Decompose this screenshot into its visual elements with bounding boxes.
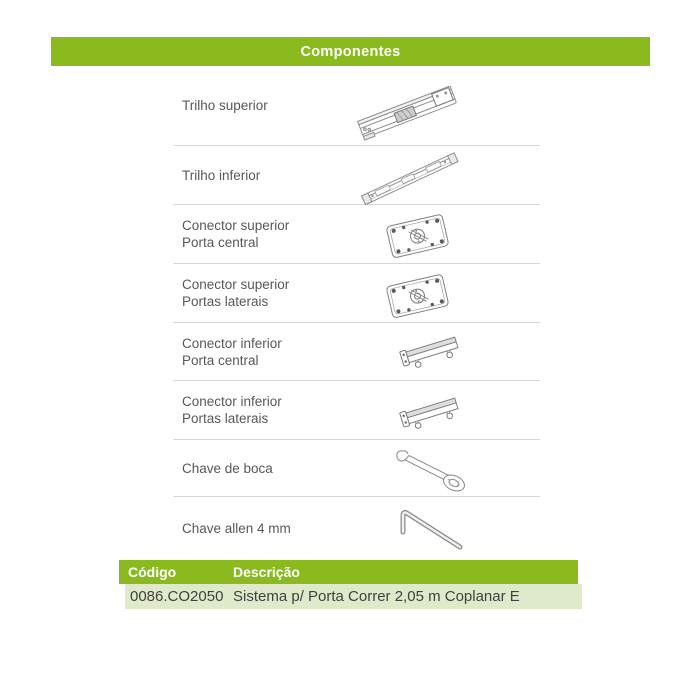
section-title-bar bbox=[51, 37, 650, 66]
component-label: Conector inferior bbox=[182, 335, 282, 351]
component-row-chave-allen bbox=[173, 497, 540, 560]
component-label: Trilho superior bbox=[182, 98, 268, 113]
component-row-conector-superior-laterais bbox=[173, 264, 540, 323]
component-label: Conector inferior bbox=[182, 394, 282, 409]
component-row-conector-inferior-laterais bbox=[173, 381, 540, 440]
component-row-conector-superior-central bbox=[173, 205, 540, 264]
component-label-line2: Porta central bbox=[182, 235, 259, 250]
component-row-trilho-superior bbox=[173, 66, 540, 146]
table-header-descricao: Descrição bbox=[233, 564, 300, 580]
component-label-line2: Porta central bbox=[182, 352, 259, 368]
component-row-trilho-inferior bbox=[173, 146, 540, 205]
component-label: Conector superior bbox=[182, 218, 290, 233]
component-label: Chave allen 4 mm bbox=[182, 521, 291, 536]
table-header-row bbox=[119, 560, 578, 584]
component-label-line2: Portas laterais bbox=[182, 411, 269, 426]
component-label: Trilho inferior bbox=[182, 167, 261, 183]
section-title: Componentes bbox=[300, 43, 401, 60]
components-list bbox=[173, 66, 540, 560]
table-header-codigo: Código bbox=[128, 564, 177, 580]
component-row-conector-inferior-central bbox=[173, 323, 540, 381]
component-label-line2: Portas laterais bbox=[182, 294, 269, 309]
table-cell-descricao: Sistema p/ Porta Correr 2,05 m Coplanar E bbox=[233, 588, 520, 605]
component-label: Conector superior bbox=[182, 277, 290, 292]
table-row bbox=[125, 584, 582, 609]
table-cell-codigo: 0086.CO2050 bbox=[130, 588, 224, 605]
component-label: Chave de boca bbox=[182, 460, 273, 476]
component-row-chave-de-boca bbox=[173, 440, 540, 497]
